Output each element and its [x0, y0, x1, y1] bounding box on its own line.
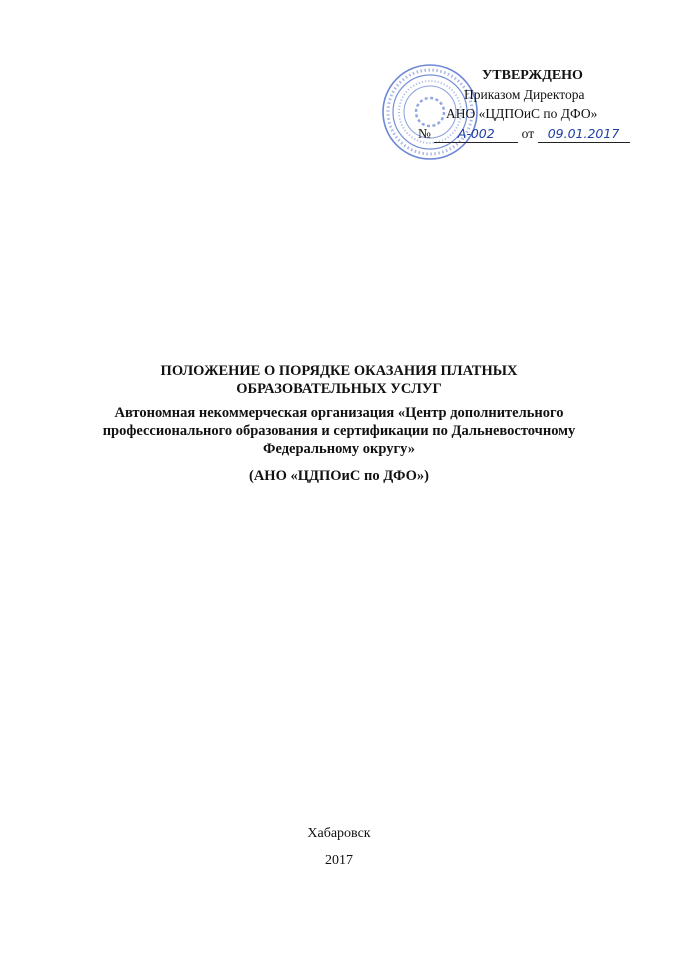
- year: 2017: [325, 853, 353, 868]
- date-prefix: от: [521, 126, 535, 141]
- number-prefix: №: [418, 126, 431, 141]
- order-number-value: А-002: [457, 126, 495, 141]
- title-block: [60, 362, 618, 485]
- organization-name: [60, 404, 618, 458]
- approval-order: Приказом Директора: [464, 87, 585, 102]
- org-line-3: Федеральному округу»: [263, 441, 415, 457]
- order-date: [538, 126, 630, 143]
- approval-org: АНО «ЦДПОиС по ДФО»: [446, 106, 598, 121]
- organization-abbreviation: (АНО «ЦДПОиС по ДФО»): [249, 468, 429, 484]
- title-line-2: ОБРАЗОВАТЕЛЬНЫХ УСЛУГ: [236, 381, 442, 397]
- approval-number-row: [418, 126, 630, 143]
- title-line-1: ПОЛОЖЕНИЕ О ПОРЯДКЕ ОКАЗАНИЯ ПЛАТНЫХ: [160, 363, 518, 379]
- document-title: [60, 362, 618, 398]
- org-line-2: профессионального образования и сертификации по Дальневосточному: [102, 423, 576, 439]
- org-line-1: Автономная некоммерческая организация «Центр дополнительного: [114, 405, 564, 421]
- order-number: [434, 126, 518, 143]
- approval-block: [380, 62, 660, 152]
- city: Хабаровск: [307, 826, 371, 841]
- order-date-value: 09.01.2017: [547, 126, 620, 141]
- approval-title: УТВЕРЖДЕНО: [482, 68, 583, 83]
